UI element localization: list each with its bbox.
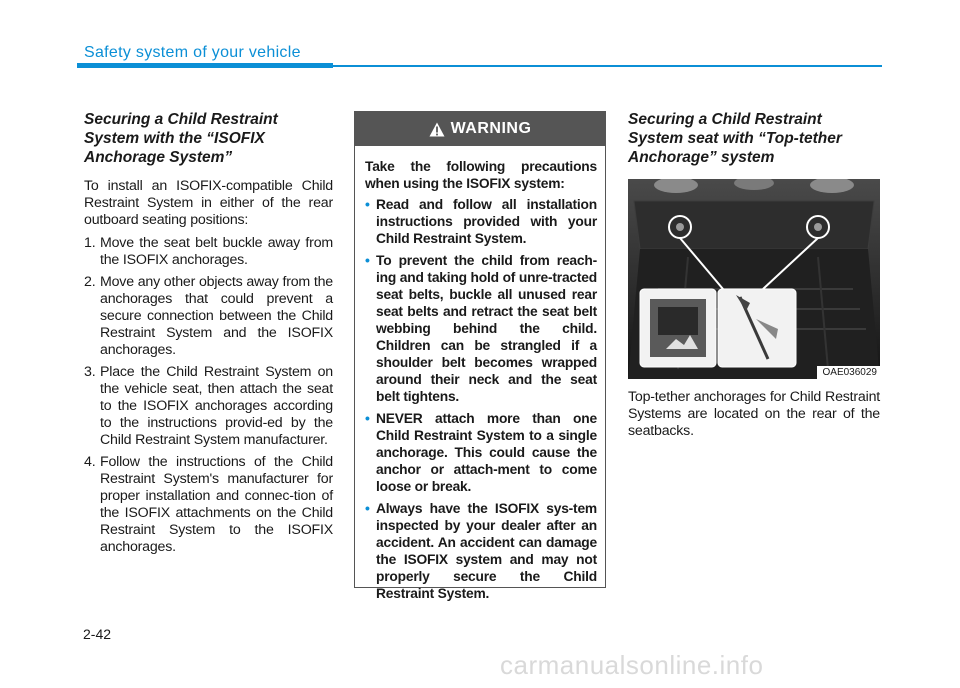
header-rule-thick bbox=[77, 63, 333, 68]
step-text: Move any other objects away from the anchorages that could prevent a secure connection between the Child Restraint System and the ISOFIX anchorages. bbox=[100, 274, 333, 358]
step-number: 4. bbox=[84, 454, 96, 470]
warning-body bbox=[355, 146, 605, 602]
warning-header bbox=[355, 112, 605, 146]
bullet-icon: • bbox=[365, 252, 370, 268]
section-title: Safety system of your vehicle bbox=[84, 44, 301, 61]
left-column bbox=[84, 110, 333, 561]
bullet-icon: • bbox=[365, 500, 370, 516]
step-number: 3. bbox=[84, 364, 96, 380]
watermark: carmanualsonline.info bbox=[500, 650, 764, 680]
isofix-steps bbox=[84, 235, 333, 556]
bullet-icon: • bbox=[365, 410, 370, 426]
page-number: 2-42 bbox=[83, 626, 112, 642]
header-rule-thin bbox=[333, 65, 882, 67]
warning-item bbox=[365, 252, 597, 405]
warning-box bbox=[354, 111, 606, 601]
top-tether-heading: Securing a Child Restraint System seat with “Top-tether Anchorage” system bbox=[628, 111, 842, 166]
step-number: 2. bbox=[84, 274, 96, 290]
step-item bbox=[84, 235, 333, 269]
warning-list bbox=[365, 196, 597, 602]
warning-triangle-icon bbox=[429, 122, 445, 137]
figure-code: OAE036029 bbox=[817, 366, 881, 379]
isofix-heading: Securing a Child Restraint System with the “ISOFIX Anchorage System” bbox=[84, 111, 278, 166]
step-text: Move the seat belt buckle away from the ISOFIX anchorages. bbox=[100, 235, 333, 268]
warning-item-text: NEVER attach more than one Child Restraint System to a single anchorage. This could cause the anchor or attach-ment to come loose or break. bbox=[376, 411, 597, 494]
step-text: Place the Child Restraint System on the vehicle seat, then attach the seat to the ISOFIX anchorages according to the instructions provid-ed by the Child Restraint System manufacturer. bbox=[100, 364, 333, 448]
bullet-icon: • bbox=[365, 196, 370, 212]
warning-item-text: Read and follow all installation instructions provided with your Child Restraint System. bbox=[376, 197, 597, 246]
warning-item-text: To prevent the child from reach-ing and taking hold of unre-tracted seat belts, buckle all unused rear seat belts and retract the seat belt webbing behind the child. Children can be strangled if a shoulder belt becomes wrapped around their neck and the seat belt tightens. bbox=[376, 253, 597, 404]
step-text: Follow the instructions of the Child Restraint System's manufacturer for proper installation and connec-tion of the ISOFIX attachments on the Child Restraint System to the ISOFIX anchorages. bbox=[100, 454, 333, 555]
warning-label: WARNING bbox=[450, 120, 532, 137]
right-column bbox=[628, 110, 880, 446]
step-item bbox=[84, 274, 333, 359]
warning-item bbox=[365, 500, 597, 602]
step-number: 1. bbox=[84, 235, 96, 251]
warning-item bbox=[365, 196, 597, 247]
top-tether-figure bbox=[628, 179, 880, 379]
step-item bbox=[84, 364, 333, 449]
cargo-area-illustration bbox=[628, 179, 880, 379]
step-item bbox=[84, 454, 333, 556]
warning-intro: Take the following precautions when using the ISOFIX system: bbox=[365, 159, 597, 191]
warning-item-text: Always have the ISOFIX sys-tem inspected by your dealer after an accident. An accident can damage the ISOFIX system and may not properly secure the Child Restraint System. bbox=[376, 501, 597, 601]
top-tether-caption: Top-tether anchorages for Child Restraint Systems are located on the rear of the seatbacks. bbox=[628, 389, 880, 439]
isofix-intro: To install an ISOFIX-compatible Child Restraint System in either of the rear outboard seating positions: bbox=[84, 178, 333, 228]
warning-item bbox=[365, 410, 597, 495]
